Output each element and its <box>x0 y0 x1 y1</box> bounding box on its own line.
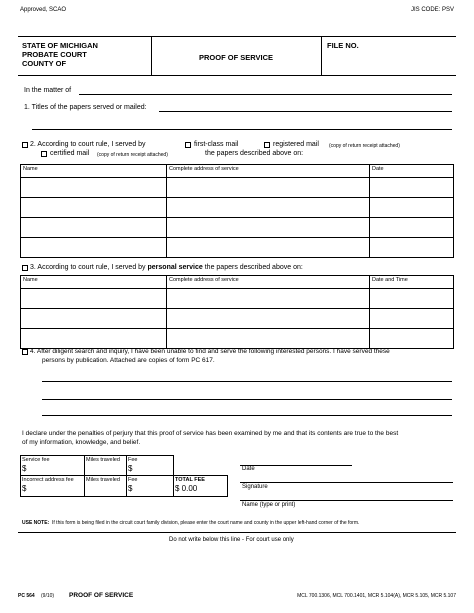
item2-label: 2. According to court rule, I served by <box>30 141 146 148</box>
item1-label: 1. Titles of the papers served or mailed: <box>24 104 147 111</box>
table-row[interactable] <box>21 329 454 349</box>
publication-field-2[interactable] <box>42 399 452 400</box>
approval-text: Approved, SCAO <box>20 7 67 13</box>
date-line[interactable] <box>240 465 352 466</box>
table-row[interactable] <box>21 178 454 198</box>
signature-line[interactable] <box>240 482 453 483</box>
first-class-label: first-class mail <box>194 141 239 148</box>
certified-label: certified mail <box>50 150 90 157</box>
total-fee-cell: TOTAL FEE $ 0.00 <box>174 476 228 497</box>
fee-cell-2[interactable]: Fee $ <box>127 476 174 497</box>
col-address: Complete address of service <box>167 276 370 289</box>
court-name-line2: PROBATE COURT <box>22 50 87 59</box>
caption-divider-right <box>321 36 322 75</box>
certified-note: (copy of return receipt attached) <box>97 152 168 158</box>
form-title: PROOF OF SERVICE <box>199 53 274 62</box>
caption-divider-left <box>151 36 152 75</box>
incorrect-address-cell[interactable]: Incorrect address fee $ <box>21 476 85 497</box>
court-use-rule <box>18 532 456 533</box>
table-row[interactable] <box>21 238 454 258</box>
registered-label: registered mail <box>273 141 319 148</box>
publication-field-3[interactable] <box>42 415 452 416</box>
registered-checkbox[interactable] <box>264 142 270 148</box>
matter-field[interactable] <box>79 94 452 95</box>
court-name-line1: STATE OF MICHIGAN <box>22 41 98 50</box>
col-date: Date <box>370 165 454 178</box>
table-row[interactable] <box>21 198 454 218</box>
col-name: Name <box>21 276 167 289</box>
signature-label: Signature <box>242 484 268 490</box>
name-line[interactable] <box>240 500 453 501</box>
county-label: COUNTY OF <box>22 59 67 68</box>
col-address: Complete address of service <box>167 165 370 178</box>
declaration-line1: I declare under the penalties of perjury that this proof of service has been examined by me and that its contents are true to the best <box>22 430 399 437</box>
miles-cell-1[interactable]: Miles traveled <box>85 456 127 476</box>
file-no-label: FILE NO. <box>327 41 359 50</box>
publication-field-1[interactable] <box>42 381 452 382</box>
registered-note: (copy of return receipt attached) <box>329 143 400 149</box>
form-revision: (9/10) <box>41 593 55 599</box>
date-label: Date <box>242 466 255 472</box>
item3-label: 3. According to court rule, I served by personal service the papers described above on: <box>30 264 303 271</box>
item4-line1: 4. After diligent search and inquiry, I have been unable to find and serve the following interested persons. I have served these <box>30 348 390 355</box>
footer-title: PROOF OF SERVICE <box>69 592 134 599</box>
court-use-text: Do not write below this line - For court use only <box>169 537 294 543</box>
item3-checkbox[interactable] <box>22 265 28 271</box>
item2-checkbox[interactable] <box>22 142 28 148</box>
item4-checkbox[interactable] <box>22 349 28 355</box>
use-note: USE NOTE: If this form is being filed in the circuit court family division, please enter the court name and county in the upper left-hand corner of the form. <box>22 520 360 526</box>
form-number: PC 564 <box>18 593 35 599</box>
name-label: Name (type or print) <box>242 502 296 508</box>
fee-table <box>20 455 228 497</box>
matter-label: In the matter of <box>24 87 72 94</box>
col-name: Name <box>21 165 167 178</box>
fee-cell-1[interactable]: Fee $ <box>127 456 174 476</box>
caption-top-rule <box>18 36 456 37</box>
col-date-time: Date and Time <box>370 276 454 289</box>
certified-checkbox[interactable] <box>41 151 47 157</box>
caption-bottom-rule <box>18 75 456 76</box>
table-row[interactable] <box>21 218 454 238</box>
service-fee-cell[interactable]: Service fee $ <box>21 456 85 476</box>
titles-field-2[interactable] <box>32 129 452 130</box>
miles-cell-2[interactable]: Miles traveled <box>85 476 127 497</box>
footer-citations: MCL 700.1306, MCL 700.1401, MCR 5.104(A), MCR 5.105, MCR 5.107 <box>297 593 456 599</box>
table-row[interactable] <box>21 289 454 309</box>
item2-suffix: the papers described above on: <box>205 150 304 157</box>
table-row[interactable] <box>21 309 454 329</box>
jis-code: JIS CODE: PSV <box>410 7 454 13</box>
titles-field-1[interactable] <box>159 111 452 112</box>
service-table-personal <box>20 275 454 349</box>
service-table-mail <box>20 164 454 258</box>
declaration-line2: of my information, knowledge, and belief. <box>22 439 141 446</box>
first-class-checkbox[interactable] <box>185 142 191 148</box>
item4-line2: persons by publication. Attached are copies of form PC 617. <box>42 357 215 364</box>
